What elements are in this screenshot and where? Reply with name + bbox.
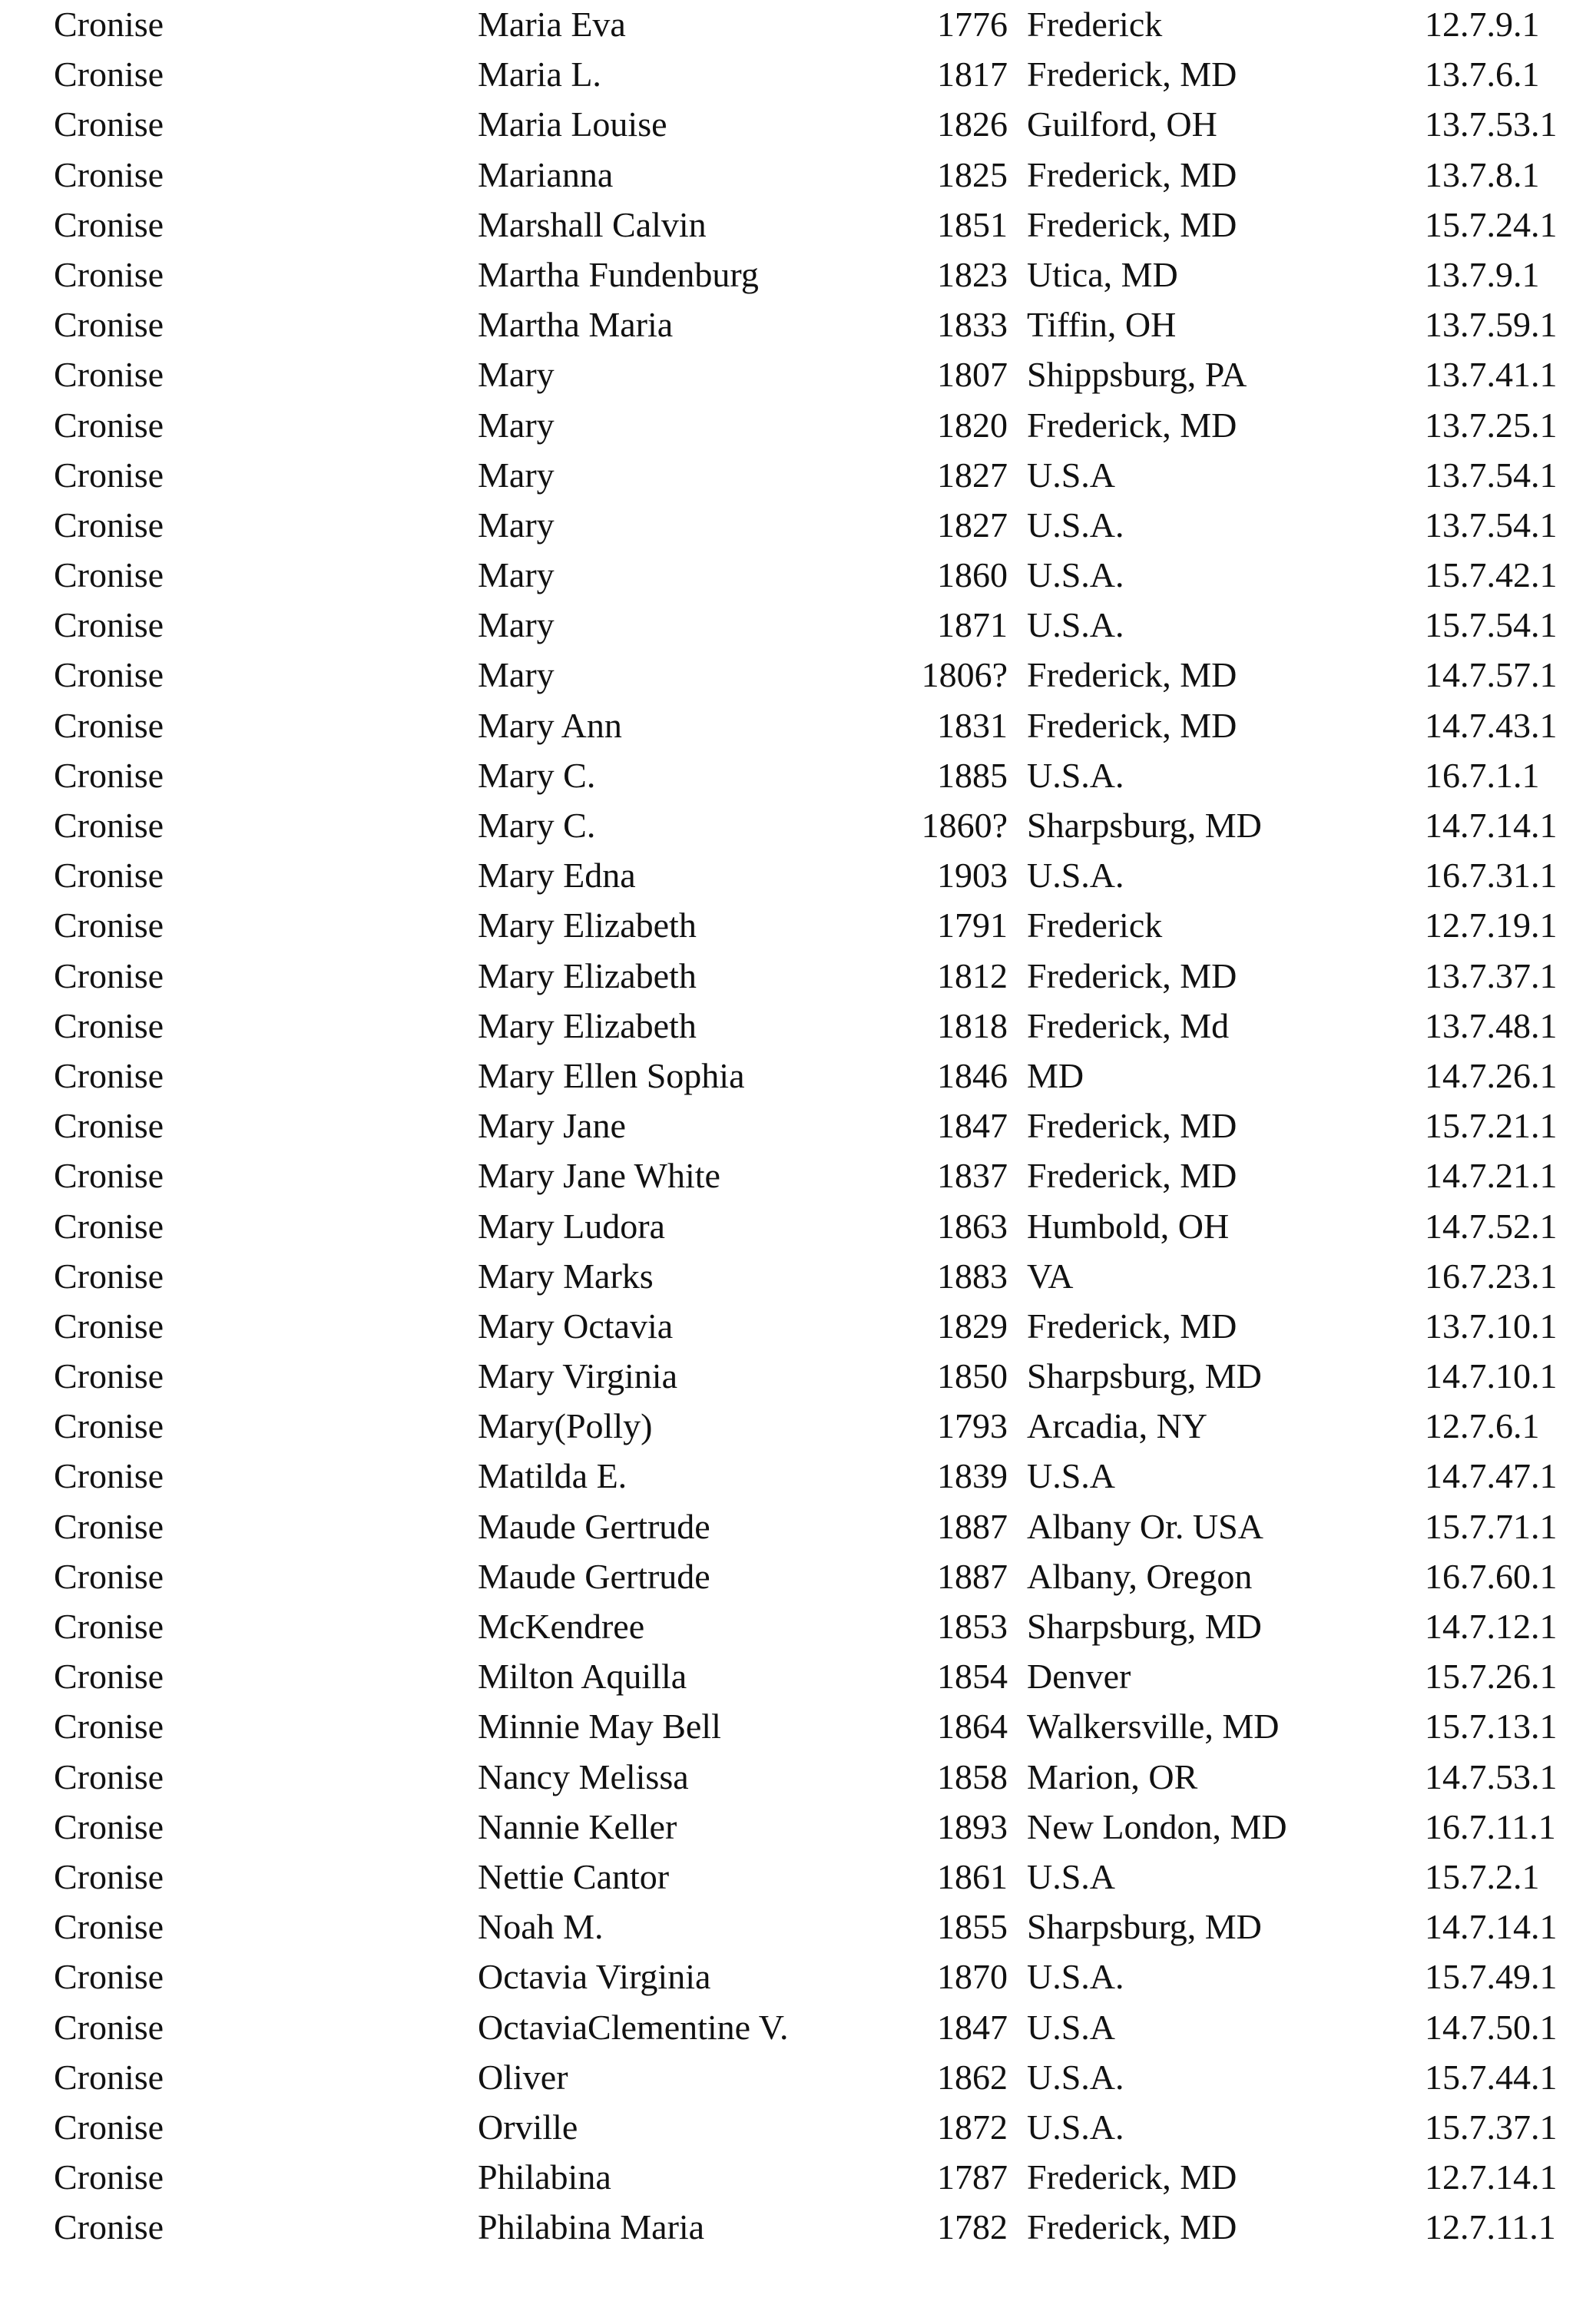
surname-cell: Cronise (54, 1005, 164, 1045)
birthplace-cell: Humbold, OH (1027, 1206, 1230, 1246)
record-row (0, 1654, 1596, 1703)
record-row (0, 853, 1596, 902)
surname-cell: Cronise (54, 1206, 164, 1246)
surname-cell: Cronise (54, 655, 164, 695)
birthplace-cell: Utica, MD (1027, 254, 1178, 294)
given-name-cell: Martha Fundenburg (478, 254, 759, 294)
birth-year-cell: 1864 (937, 1707, 1008, 1746)
surname-cell: Cronise (54, 1556, 164, 1596)
reference-number-cell: 15.7.49.1 (1425, 1957, 1558, 1997)
birthplace-cell: Tiffin, OH (1027, 305, 1177, 345)
surname-cell: Cronise (54, 1907, 164, 1947)
birthplace-cell: Frederick, MD (1027, 655, 1237, 695)
reference-number-cell: 13.7.25.1 (1425, 405, 1558, 445)
given-name-cell: Mary (478, 605, 555, 645)
birth-year-cell: 1871 (937, 605, 1008, 645)
birthplace-cell: Frederick, MD (1027, 705, 1237, 745)
reference-number-cell: 15.7.24.1 (1425, 204, 1558, 244)
given-name-cell: Mary Ann (478, 705, 622, 745)
birth-year-cell: 1806? (921, 655, 1008, 695)
record-row (0, 1854, 1596, 1904)
given-name-cell: McKendree (478, 1607, 645, 1646)
reference-number-cell: 13.7.54.1 (1425, 455, 1558, 495)
birthplace-cell: Frederick (1027, 906, 1163, 945)
reference-number-cell: 13.7.9.1 (1425, 254, 1540, 294)
birthplace-cell: U.S.A. (1027, 505, 1124, 545)
birth-year-cell: 1812 (937, 955, 1008, 995)
surname-cell: Cronise (54, 1456, 164, 1496)
surname-cell: Cronise (54, 1756, 164, 1796)
record-row (0, 1504, 1596, 1554)
given-name-cell: Mary Marks (478, 1256, 654, 1296)
birth-year-cell: 1846 (937, 1055, 1008, 1095)
birthplace-cell: Frederick (1027, 5, 1163, 44)
given-name-cell: Maude Gertrude (478, 1556, 710, 1596)
given-name-cell: Mary (478, 455, 555, 495)
birthplace-cell: Albany, Oregon (1027, 1556, 1253, 1596)
reference-number-cell: 15.7.13.1 (1425, 1707, 1558, 1746)
birthplace-cell: Frederick, MD (1027, 1156, 1237, 1196)
reference-number-cell: 12.7.14.1 (1425, 2157, 1558, 2197)
birth-year-cell: 1827 (937, 455, 1008, 495)
reference-number-cell: 14.7.14.1 (1425, 1907, 1558, 1947)
birthplace-cell: Frederick, MD (1027, 1106, 1237, 1146)
birth-year-cell: 1855 (937, 1907, 1008, 1947)
birth-year-cell: 1817 (937, 55, 1008, 94)
given-name-cell: Mary Octavia (478, 1306, 674, 1346)
birthplace-cell: Frederick, MD (1027, 1306, 1237, 1346)
record-row (0, 2005, 1596, 2054)
birthplace-cell: Marion, OR (1027, 1756, 1198, 1796)
given-name-cell: Mary Edna (478, 856, 636, 896)
birthplace-cell: Sharpsburg, MD (1027, 1907, 1262, 1947)
reference-number-cell: 14.7.50.1 (1425, 2007, 1558, 2047)
record-row (0, 1153, 1596, 1203)
given-name-cell: Nettie Cantor (478, 1856, 670, 1896)
birth-year-cell: 1862 (937, 2057, 1008, 2097)
reference-number-cell: 16.7.60.1 (1425, 1556, 1558, 1596)
surname-cell: Cronise (54, 705, 164, 745)
reference-number-cell: 12.7.11.1 (1425, 2207, 1556, 2247)
birthplace-cell: Frederick, MD (1027, 154, 1237, 194)
reference-number-cell: 16.7.23.1 (1425, 1256, 1558, 1296)
given-name-cell: Orville (478, 2107, 578, 2147)
birthplace-cell: Frederick, MD (1027, 405, 1237, 445)
given-name-cell: Mary Jane White (478, 1156, 720, 1196)
given-name-cell: Marianna (478, 154, 614, 194)
surname-cell: Cronise (54, 1957, 164, 1997)
given-name-cell: Marshall Calvin (478, 204, 707, 244)
surname-cell: Cronise (54, 2157, 164, 2197)
reference-number-cell: 15.7.54.1 (1425, 605, 1558, 645)
birthplace-cell: U.S.A. (1027, 2107, 1124, 2147)
birth-year-cell: 1823 (937, 254, 1008, 294)
reference-number-cell: 13.7.8.1 (1425, 154, 1540, 194)
birth-year-cell: 1791 (937, 906, 1008, 945)
birth-year-cell: 1872 (937, 2107, 1008, 2147)
record-row (0, 502, 1596, 552)
surname-cell: Cronise (54, 1806, 164, 1846)
birthplace-cell: Albany Or. USA (1027, 1506, 1263, 1546)
reference-number-cell: 15.7.26.1 (1425, 1657, 1558, 1697)
birthplace-cell: Frederick, MD (1027, 955, 1237, 995)
record-row (0, 2054, 1596, 2104)
surname-cell: Cronise (54, 5, 164, 44)
reference-number-cell: 16.7.1.1 (1425, 755, 1540, 795)
surname-cell: Cronise (54, 1256, 164, 1296)
birth-year-cell: 1831 (937, 705, 1008, 745)
record-row (0, 302, 1596, 352)
birthplace-cell: MD (1027, 1055, 1084, 1095)
birthplace-cell: U.S.A. (1027, 755, 1124, 795)
record-row (0, 202, 1596, 252)
birth-year-cell: 1820 (937, 405, 1008, 445)
birthplace-cell: Frederick, Md (1027, 1005, 1230, 1045)
birth-year-cell: 1793 (937, 1406, 1008, 1446)
reference-number-cell: 14.7.14.1 (1425, 806, 1558, 845)
reference-number-cell: 15.7.42.1 (1425, 555, 1558, 595)
birth-year-cell: 1858 (937, 1756, 1008, 1796)
record-row (0, 602, 1596, 652)
surname-cell: Cronise (54, 254, 164, 294)
reference-number-cell: 12.7.9.1 (1425, 5, 1540, 44)
birth-year-cell: 1887 (937, 1556, 1008, 1596)
reference-number-cell: 13.7.6.1 (1425, 55, 1540, 94)
surname-cell: Cronise (54, 955, 164, 995)
birth-year-cell: 1853 (937, 1607, 1008, 1646)
reference-number-cell: 15.7.37.1 (1425, 2107, 1558, 2147)
reference-number-cell: 14.7.53.1 (1425, 1756, 1558, 1796)
surname-cell: Cronise (54, 2107, 164, 2147)
birth-year-cell: 1887 (937, 1506, 1008, 1546)
given-name-cell: Maria Eva (478, 5, 626, 44)
record-row (0, 1253, 1596, 1303)
surname-cell: Cronise (54, 104, 164, 144)
birth-year-cell: 1860? (921, 806, 1008, 845)
reference-number-cell: 14.7.10.1 (1425, 1356, 1558, 1396)
reference-number-cell: 15.7.44.1 (1425, 2057, 1558, 2097)
surname-cell: Cronise (54, 1856, 164, 1896)
birth-year-cell: 1839 (937, 1456, 1008, 1496)
surname-cell: Cronise (54, 1406, 164, 1446)
birthplace-cell: Frederick, MD (1027, 204, 1237, 244)
birthplace-cell: Frederick, MD (1027, 2157, 1237, 2197)
surname-cell: Cronise (54, 2057, 164, 2097)
surname-cell: Cronise (54, 154, 164, 194)
birthplace-cell: U.S.A. (1027, 2057, 1124, 2097)
surname-cell: Cronise (54, 405, 164, 445)
record-row (0, 1804, 1596, 1854)
reference-number-cell: 15.7.21.1 (1425, 1106, 1558, 1146)
record-row (0, 402, 1596, 452)
record-row (0, 552, 1596, 602)
given-name-cell: Mary (478, 405, 555, 445)
record-row (0, 101, 1596, 151)
record-row (0, 152, 1596, 202)
surname-cell: Cronise (54, 305, 164, 345)
surname-cell: Cronise (54, 455, 164, 495)
record-row (0, 1703, 1596, 1753)
birthplace-cell: Frederick, MD (1027, 55, 1237, 94)
given-name-cell: Maude Gertrude (478, 1506, 710, 1546)
birthplace-cell: Denver (1027, 1657, 1131, 1697)
surname-cell: Cronise (54, 755, 164, 795)
given-name-cell: Nannie Keller (478, 1806, 677, 1846)
birth-year-cell: 1860 (937, 555, 1008, 595)
surname-cell: Cronise (54, 1306, 164, 1346)
birthplace-cell: U.S.A (1027, 455, 1116, 495)
birthplace-cell: Shippsburg, PA (1027, 355, 1247, 395)
surname-cell: Cronise (54, 505, 164, 545)
birthplace-cell: VA (1027, 1256, 1074, 1296)
given-name-cell: Mary Elizabeth (478, 906, 697, 945)
birthplace-cell: Frederick, MD (1027, 2207, 1237, 2247)
surname-cell: Cronise (54, 1657, 164, 1697)
surname-cell: Cronise (54, 2007, 164, 2047)
birth-year-cell: 1850 (937, 1356, 1008, 1396)
surname-cell: Cronise (54, 55, 164, 94)
record-row (0, 902, 1596, 952)
given-name-cell: Nancy Melissa (478, 1756, 689, 1796)
birthplace-cell: U.S.A. (1027, 605, 1124, 645)
surname-cell: Cronise (54, 1356, 164, 1396)
given-name-cell: Philabina (478, 2157, 611, 2197)
record-row (0, 352, 1596, 402)
birthplace-cell: Sharpsburg, MD (1027, 1356, 1262, 1396)
birth-year-cell: 1776 (937, 5, 1008, 44)
birthplace-cell: New London, MD (1027, 1806, 1287, 1846)
reference-number-cell: 14.7.52.1 (1425, 1206, 1558, 1246)
surname-cell: Cronise (54, 1607, 164, 1646)
birthplace-cell: Guilford, OH (1027, 104, 1217, 144)
birth-year-cell: 1782 (937, 2207, 1008, 2247)
surname-cell: Cronise (54, 1156, 164, 1196)
given-name-cell: Mary Elizabeth (478, 955, 697, 995)
given-name-cell: Mary Jane (478, 1106, 626, 1146)
birthplace-cell: U.S.A. (1027, 555, 1124, 595)
reference-number-cell: 13.7.41.1 (1425, 355, 1558, 395)
reference-number-cell: 14.7.43.1 (1425, 705, 1558, 745)
birthplace-cell: Arcadia, NY (1027, 1406, 1208, 1446)
given-name-cell: Mary Ellen Sophia (478, 1055, 745, 1095)
given-name-cell: Noah M. (478, 1907, 604, 1947)
given-name-cell: Maria L. (478, 55, 601, 94)
birth-year-cell: 1885 (937, 755, 1008, 795)
birth-year-cell: 1893 (937, 1806, 1008, 1846)
birth-year-cell: 1847 (937, 1106, 1008, 1146)
birth-year-cell: 1827 (937, 505, 1008, 545)
record-row (0, 2104, 1596, 2154)
record-row (0, 1303, 1596, 1353)
reference-number-cell: 15.7.71.1 (1425, 1506, 1558, 1546)
record-row (0, 1103, 1596, 1153)
record-row (0, 2154, 1596, 2204)
surname-cell: Cronise (54, 806, 164, 845)
reference-number-cell: 12.7.6.1 (1425, 1406, 1540, 1446)
given-name-cell: Minnie May Bell (478, 1707, 721, 1746)
given-name-cell: Mary Virginia (478, 1356, 678, 1396)
reference-number-cell: 14.7.57.1 (1425, 655, 1558, 695)
given-name-cell: Martha Maria (478, 305, 674, 345)
birth-year-cell: 1833 (937, 305, 1008, 345)
reference-number-cell: 14.7.26.1 (1425, 1055, 1558, 1095)
given-name-cell: Mary Elizabeth (478, 1005, 697, 1045)
given-name-cell: Mary Ludora (478, 1206, 665, 1246)
birthplace-cell: Walkersville, MD (1027, 1707, 1280, 1746)
birth-year-cell: 1837 (937, 1156, 1008, 1196)
record-row (0, 1003, 1596, 1053)
birthplace-cell: U.S.A. (1027, 856, 1124, 896)
record-row (0, 1053, 1596, 1103)
given-name-cell: Maria Louise (478, 104, 667, 144)
reference-number-cell: 14.7.21.1 (1425, 1156, 1558, 1196)
given-name-cell: Mary (478, 555, 555, 595)
record-row (0, 452, 1596, 502)
record-row (0, 953, 1596, 1003)
reference-number-cell: 13.7.53.1 (1425, 104, 1558, 144)
birth-year-cell: 1829 (937, 1306, 1008, 1346)
record-row (0, 1453, 1596, 1503)
birth-year-cell: 1863 (937, 1206, 1008, 1246)
reference-number-cell: 15.7.2.1 (1425, 1856, 1540, 1896)
given-name-cell: Mary(Polly) (478, 1406, 653, 1446)
record-row (0, 803, 1596, 853)
birth-year-cell: 1870 (937, 1957, 1008, 1997)
given-name-cell: Matilda E. (478, 1456, 627, 1496)
birth-year-cell: 1861 (937, 1856, 1008, 1896)
surname-cell: Cronise (54, 1707, 164, 1746)
reference-number-cell: 14.7.12.1 (1425, 1607, 1558, 1646)
birth-year-cell: 1903 (937, 856, 1008, 896)
reference-number-cell: 12.7.19.1 (1425, 906, 1558, 945)
given-name-cell: Mary (478, 505, 555, 545)
record-row (0, 753, 1596, 803)
record-row (0, 2204, 1596, 2254)
birthplace-cell: U.S.A (1027, 2007, 1116, 2047)
reference-number-cell: 13.7.10.1 (1425, 1306, 1558, 1346)
reference-number-cell: 13.7.37.1 (1425, 955, 1558, 995)
reference-number-cell: 13.7.54.1 (1425, 505, 1558, 545)
given-name-cell: Mary C. (478, 755, 596, 795)
record-row (0, 1353, 1596, 1403)
birth-year-cell: 1818 (937, 1005, 1008, 1045)
surname-cell: Cronise (54, 906, 164, 945)
record-row (0, 1204, 1596, 1253)
genealogy-list (0, 2, 1596, 2254)
given-name-cell: Philabina Maria (478, 2207, 705, 2247)
record-row (0, 703, 1596, 753)
surname-cell: Cronise (54, 2207, 164, 2247)
surname-cell: Cronise (54, 1055, 164, 1095)
record-row (0, 252, 1596, 302)
given-name-cell: Mary C. (478, 806, 596, 845)
reference-number-cell: 16.7.11.1 (1425, 1806, 1556, 1846)
record-row (0, 1954, 1596, 2004)
birthplace-cell: U.S.A (1027, 1856, 1116, 1896)
birthplace-cell: Sharpsburg, MD (1027, 806, 1262, 845)
birth-year-cell: 1851 (937, 204, 1008, 244)
given-name-cell: Mary (478, 655, 555, 695)
record-row (0, 2, 1596, 51)
birthplace-cell: Sharpsburg, MD (1027, 1607, 1262, 1646)
birthplace-cell: U.S.A (1027, 1456, 1116, 1496)
birth-year-cell: 1807 (937, 355, 1008, 395)
birth-year-cell: 1854 (937, 1657, 1008, 1697)
birth-year-cell: 1787 (937, 2157, 1008, 2197)
surname-cell: Cronise (54, 555, 164, 595)
surname-cell: Cronise (54, 355, 164, 395)
reference-number-cell: 14.7.47.1 (1425, 1456, 1558, 1496)
record-row (0, 1403, 1596, 1453)
birth-year-cell: 1847 (937, 2007, 1008, 2047)
reference-number-cell: 13.7.48.1 (1425, 1005, 1558, 1045)
birthplace-cell: U.S.A. (1027, 1957, 1124, 1997)
given-name-cell: Octavia Virginia (478, 1957, 711, 1997)
surname-cell: Cronise (54, 856, 164, 896)
surname-cell: Cronise (54, 204, 164, 244)
surname-cell: Cronise (54, 605, 164, 645)
surname-cell: Cronise (54, 1506, 164, 1546)
record-row (0, 1604, 1596, 1654)
record-row (0, 1754, 1596, 1804)
record-row (0, 1554, 1596, 1604)
record-row (0, 1904, 1596, 1954)
given-name-cell: Mary (478, 355, 555, 395)
birth-year-cell: 1883 (937, 1256, 1008, 1296)
birth-year-cell: 1825 (937, 154, 1008, 194)
given-name-cell: Oliver (478, 2057, 568, 2097)
given-name-cell: Milton Aquilla (478, 1657, 687, 1697)
record-row (0, 652, 1596, 702)
reference-number-cell: 16.7.31.1 (1425, 856, 1558, 896)
birth-year-cell: 1826 (937, 104, 1008, 144)
given-name-cell: OctaviaClementine V. (478, 2007, 789, 2047)
surname-cell: Cronise (54, 1106, 164, 1146)
record-row (0, 51, 1596, 101)
reference-number-cell: 13.7.59.1 (1425, 305, 1558, 345)
